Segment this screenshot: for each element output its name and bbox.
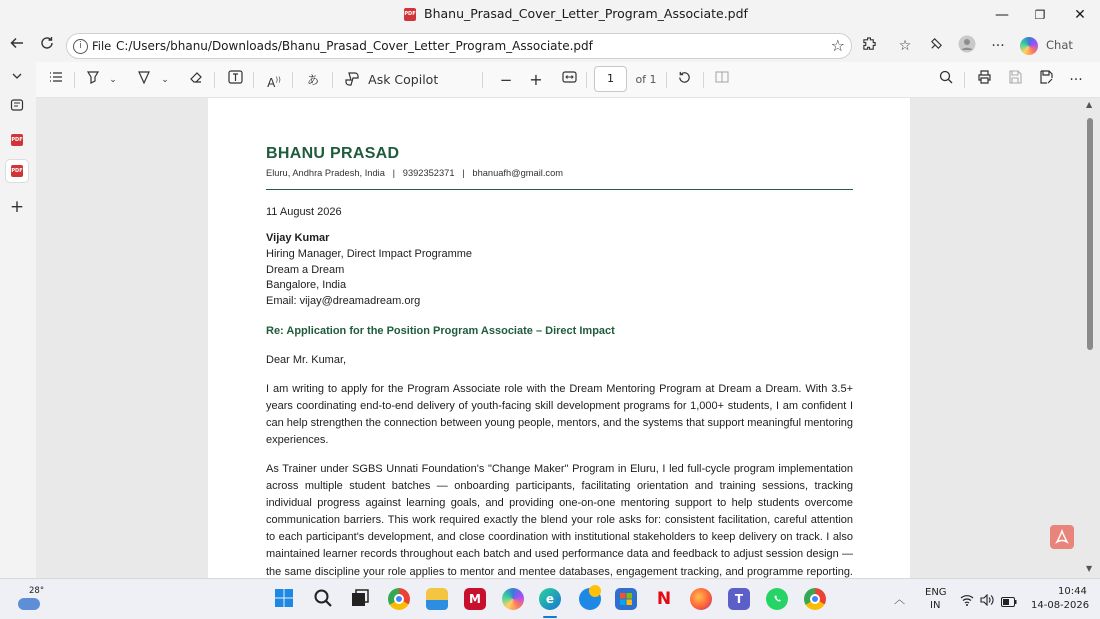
toolbar-divider bbox=[703, 72, 704, 88]
restore-button[interactable]: ❐ bbox=[1034, 8, 1046, 22]
more-menu-icon[interactable]: ··· bbox=[991, 38, 1005, 54]
arrow-left-icon bbox=[9, 35, 25, 51]
toolbar-divider bbox=[482, 72, 483, 88]
start-button[interactable] bbox=[273, 588, 295, 610]
applicant-name: BHANU PRASAD bbox=[266, 145, 400, 162]
task-view-icon[interactable] bbox=[349, 588, 371, 610]
zoom-in-button[interactable]: + bbox=[529, 70, 543, 89]
salutation: Dear Mr. Kumar, bbox=[266, 354, 347, 366]
wifi-icon[interactable] bbox=[960, 591, 974, 610]
new-tab-plus-icon[interactable]: + bbox=[9, 197, 25, 217]
refresh-icon bbox=[39, 35, 55, 51]
refresh-button[interactable] bbox=[35, 34, 59, 58]
letter-subject: Re: Application for the Position Program Associate – Direct Impact bbox=[266, 325, 615, 337]
paragraph-line: communication barriers. This work required exactly the blend your role asks for: consistent facilitation, careful attention bbox=[266, 514, 853, 527]
weather-app-icon[interactable] bbox=[579, 588, 601, 610]
page-number-input[interactable]: 1 bbox=[594, 66, 627, 92]
paragraph-line: across multiple student batches — onboarding participants, facilitating orientation and training sessions, tracking bbox=[266, 480, 853, 493]
contact-line: Eluru, Andhra Pradesh, India | 9392352371 | bhanuafh@gmail.com bbox=[266, 168, 563, 178]
address-scheme: File bbox=[92, 39, 112, 53]
toolbar-divider bbox=[292, 72, 293, 88]
show-hidden-icons-chevron-icon[interactable]: ︿ bbox=[894, 593, 905, 606]
recipient-org: Dream a Dream bbox=[266, 264, 345, 276]
microsoft-store-icon[interactable] bbox=[615, 588, 637, 610]
paragraph-1 bbox=[266, 381, 853, 449]
draw-options-chevron-icon[interactable]: ⌄ bbox=[161, 75, 169, 85]
paragraph-2 bbox=[266, 461, 853, 578]
extensions-icon[interactable] bbox=[858, 36, 880, 56]
highlight-icon[interactable] bbox=[83, 70, 103, 90]
pdf-viewer bbox=[36, 98, 1100, 578]
copilot-icon bbox=[1020, 37, 1038, 55]
draw-icon[interactable] bbox=[134, 70, 154, 90]
eraser-icon[interactable] bbox=[186, 70, 206, 90]
clock-time[interactable]: 10:44 bbox=[1058, 586, 1087, 597]
cloud-icon bbox=[18, 598, 40, 610]
toolbar-divider bbox=[666, 72, 667, 88]
battery-icon[interactable] bbox=[1001, 592, 1017, 611]
paragraph-line: the same discipline your role applies to mentor and mentee databases, engagement tracking, and programme reporting. bbox=[266, 565, 853, 578]
copilot-outline-icon bbox=[344, 71, 360, 94]
read-aloud-icon[interactable]: A)) bbox=[267, 76, 281, 90]
contents-list-icon[interactable] bbox=[46, 70, 66, 90]
mcafee-icon[interactable]: M bbox=[464, 588, 486, 610]
paragraph-line: As Trainer under SGBS Unnati Foundation's "Change Maker" Program in Eluru, I led full-cycle program implementation bbox=[266, 463, 853, 475]
paragraph-line: to each participant's development, and close coordination with institutional stakeholders to keep delivery on track. I also bbox=[266, 531, 853, 544]
toolbar-divider bbox=[332, 72, 333, 88]
profile-avatar[interactable] bbox=[956, 35, 978, 55]
acrobat-icon[interactable] bbox=[1050, 525, 1074, 549]
recipient-title: Hiring Manager, Direct Impact Programme bbox=[266, 248, 473, 260]
search-icon[interactable] bbox=[936, 70, 956, 90]
file-explorer-icon[interactable] bbox=[426, 588, 448, 610]
paragraph-line: years coordinating end-to-end delivery of youth-facing skill development programs for 1,000+ students, I am confident I bbox=[266, 400, 853, 413]
window-title: Bhanu_Prasad_Cover_Letter_Program_Associate.pdf bbox=[424, 6, 748, 21]
toolbar-divider bbox=[253, 72, 254, 88]
browser-essentials-icon[interactable] bbox=[925, 36, 947, 56]
pdf-toolbar bbox=[36, 62, 1100, 98]
favorites-icon[interactable]: ☆ bbox=[898, 38, 912, 54]
close-button[interactable]: ✕ bbox=[1074, 7, 1086, 23]
toolbar-divider bbox=[964, 72, 965, 88]
ask-copilot-label: Ask Copilot bbox=[368, 72, 439, 87]
input-language[interactable]: ENG bbox=[925, 587, 947, 598]
recipient-location: Bangalore, India bbox=[266, 279, 347, 291]
letter-date: 11 August 2026 bbox=[266, 206, 342, 218]
netflix-icon[interactable]: N bbox=[656, 589, 672, 609]
save-icon[interactable] bbox=[1005, 70, 1025, 90]
info-icon[interactable]: i bbox=[73, 39, 88, 54]
copilot-chat-button[interactable] bbox=[1016, 35, 1096, 57]
chat-label: Chat bbox=[1046, 38, 1073, 52]
clock-date[interactable]: 14-08-2026 bbox=[1031, 600, 1090, 611]
header-divider bbox=[266, 189, 853, 190]
more-options-icon[interactable]: ··· bbox=[1069, 72, 1083, 88]
paragraph-line: maintained learner records throughout each batch and used performance data and feedback to adjust session design — bbox=[266, 548, 853, 561]
recipient-name: Vijay Kumar bbox=[266, 232, 330, 244]
paragraph-line: can help strengthen the connection between young people, mentors, and the systems that support meaningful mentoring bbox=[266, 417, 853, 430]
scroll-down-arrow-icon[interactable]: ▼ bbox=[1086, 564, 1093, 573]
weather-temperature: 28° bbox=[29, 586, 45, 596]
paragraph-line: I am writing to apply for the Program Associate role with the Dream Mentoring Program at Dream a Dream. With 3.5+ bbox=[266, 383, 853, 395]
search-icon[interactable] bbox=[312, 588, 334, 610]
rotate-icon[interactable] bbox=[674, 70, 694, 90]
address-bar[interactable] bbox=[66, 33, 852, 59]
toolbar-divider bbox=[586, 72, 587, 88]
vertical-scrollbar[interactable] bbox=[1082, 98, 1100, 578]
minimize-button[interactable]: — bbox=[995, 7, 1009, 23]
fit-to-width-icon[interactable] bbox=[558, 70, 580, 90]
save-as-icon[interactable] bbox=[1036, 70, 1056, 90]
tab-pdf-active[interactable] bbox=[6, 160, 28, 182]
paragraph-line: individual progress against learning goals, and providing one-on-one mentoring support to help students overcome bbox=[266, 497, 853, 510]
tab-actions-chevron-icon[interactable] bbox=[6, 68, 28, 90]
pdf-tab-icon: PDF bbox=[11, 134, 23, 146]
add-text-icon[interactable] bbox=[225, 70, 245, 90]
toolbar-divider bbox=[214, 72, 215, 88]
zoom-out-button[interactable]: − bbox=[499, 71, 513, 89]
firefox-icon[interactable] bbox=[690, 588, 712, 610]
title-bar bbox=[0, 0, 1100, 30]
pdf-page bbox=[208, 98, 910, 578]
translate-icon[interactable]: あ bbox=[306, 73, 319, 87]
favorite-star-icon[interactable]: ☆ bbox=[830, 36, 845, 55]
taskbar bbox=[0, 578, 1100, 619]
tab-pdf-1[interactable] bbox=[6, 129, 28, 151]
weather-widget[interactable] bbox=[16, 586, 46, 614]
input-region[interactable]: IN bbox=[930, 600, 941, 611]
copilot-app-icon[interactable] bbox=[502, 588, 524, 610]
back-button[interactable] bbox=[5, 34, 29, 58]
paragraph-line: experiences. bbox=[266, 434, 329, 447]
pdf-file-icon: PDF bbox=[404, 8, 416, 21]
pdf-tab-icon: PDF bbox=[11, 165, 23, 177]
recipient-email: Email: vijay@dreamadream.org bbox=[266, 295, 421, 307]
highlight-options-chevron-icon[interactable]: ⌄ bbox=[109, 75, 117, 85]
edge-icon[interactable]: e bbox=[539, 588, 561, 610]
teams-icon[interactable]: T bbox=[728, 588, 750, 610]
volume-icon[interactable] bbox=[980, 591, 994, 610]
page-view-icon[interactable] bbox=[712, 70, 732, 90]
chrome-icon[interactable] bbox=[388, 588, 410, 610]
whatsapp-icon[interactable] bbox=[766, 588, 788, 610]
workspaces-icon[interactable] bbox=[6, 98, 28, 120]
chrome-profile-icon[interactable] bbox=[804, 588, 826, 610]
active-app-indicator bbox=[543, 616, 557, 618]
toolbar-divider bbox=[74, 72, 75, 88]
print-icon[interactable] bbox=[974, 70, 994, 90]
navigation-bar bbox=[0, 30, 1100, 62]
scroll-up-arrow-icon[interactable]: ▲ bbox=[1086, 100, 1093, 109]
page-total: of 1 bbox=[635, 73, 657, 86]
vertical-tab-rail bbox=[0, 62, 36, 578]
scrollbar-thumb[interactable] bbox=[1087, 118, 1093, 350]
ask-copilot-button[interactable] bbox=[344, 70, 454, 90]
address-url[interactable]: C:/Users/bhanu/Downloads/Bhanu_Prasad_Cover_Letter_Program_Associate.pdf bbox=[116, 39, 593, 53]
